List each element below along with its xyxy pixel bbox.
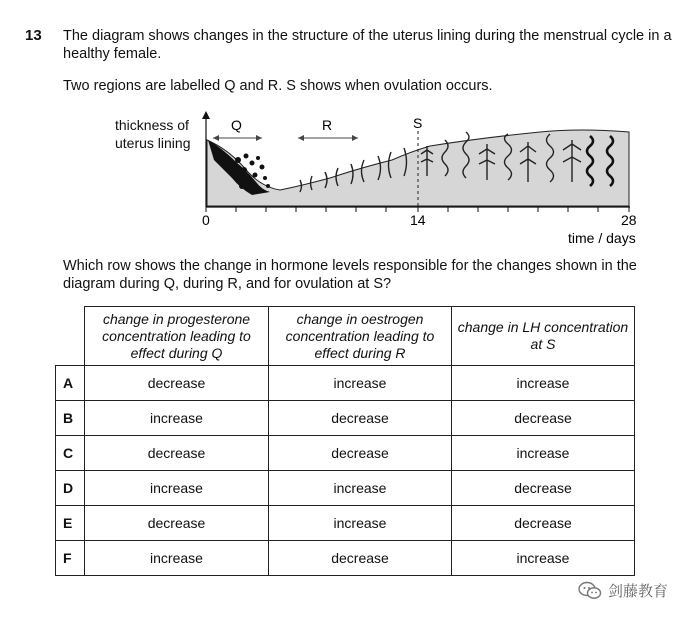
cell-progesterone: increase [85,401,269,436]
wechat-icon [578,581,602,601]
table-row[interactable] [56,401,635,436]
tick-label-28: 28 [621,212,637,228]
question-prompt: Which row shows the change in hormone levels responsible for the changes shown in the diagram during Q, during R, and for ovulation at S? [63,258,637,292]
tick-label-14: 14 [410,212,426,228]
y-axis-arrow [202,111,210,119]
cell-lh: increase [452,436,635,471]
table-row[interactable] [56,471,635,506]
y-label-line1: thickness of [115,117,189,133]
question-number: 13 [25,27,42,44]
table-corner [56,307,85,366]
header-lh: change in LH concentration at S [452,307,635,366]
option-letter: A [56,366,85,401]
tick-label-0: 0 [202,212,210,228]
header-oestrogen: change in oestrogen concentration leading to effect during R [269,307,452,366]
cell-lh: decrease [452,506,635,541]
table-row[interactable] [56,541,635,576]
table-row[interactable] [56,506,635,541]
cell-progesterone: decrease [85,506,269,541]
option-letter: D [56,471,85,506]
cell-oestrogen: decrease [269,436,452,471]
cell-progesterone: increase [85,541,269,576]
option-letter: B [56,401,85,436]
watermark [578,580,668,601]
x-axis-label: time / days [568,230,636,246]
y-label-line2: uterus lining [115,135,191,151]
cell-progesterone: decrease [85,436,269,471]
cell-oestrogen: increase [269,366,452,401]
table-header-row [56,307,635,366]
cell-progesterone: decrease [85,366,269,401]
cell-progesterone: increase [85,471,269,506]
label-r: R [322,117,333,133]
label-q: Q [231,117,242,133]
cell-lh: increase [452,366,635,401]
question-stem-labels: Two regions are labelled Q and R. S shows when ovulation occurs. [63,78,493,94]
uterus-lining-diagram [0,0,700,260]
header-progesterone: change in progesterone concentration leading to effect during Q [85,307,269,366]
cell-lh: decrease [452,401,635,436]
table-row[interactable] [56,366,635,401]
cell-oestrogen: decrease [269,401,452,436]
cell-lh: increase [452,541,635,576]
option-letter: C [56,436,85,471]
cell-oestrogen: increase [269,506,452,541]
options-table [55,306,635,576]
label-s: S [413,115,423,131]
watermark-text: 剑藤教育 [608,583,669,600]
option-letter: F [56,541,85,576]
option-letter: E [56,506,85,541]
question-stem: The diagram shows changes in the structure of the uterus lining during the menstrual cycle in a healthy female. [63,28,672,62]
cell-lh: decrease [452,471,635,506]
table-row[interactable] [56,436,635,471]
cell-oestrogen: increase [269,471,452,506]
cell-oestrogen: decrease [269,541,452,576]
